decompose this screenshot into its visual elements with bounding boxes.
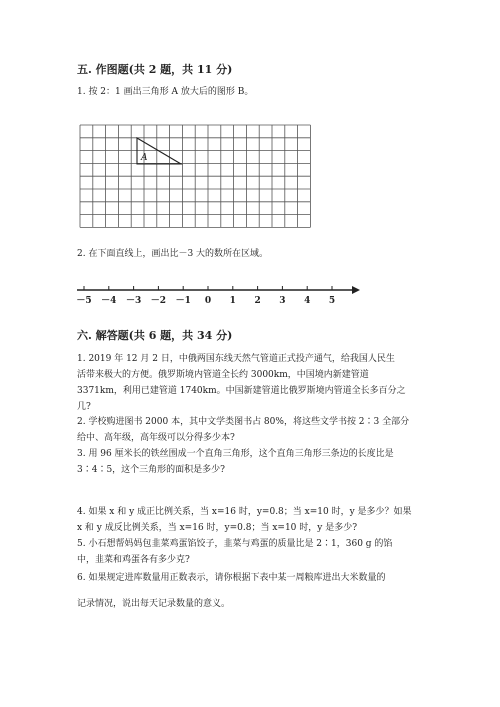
problem-3: 3. 用 96 厘米长的铁丝围成一个直角三角形，这个直角三角形三条边的长度比是 3∶4∶5，这个三角形的面积是多少? bbox=[77, 449, 394, 475]
triangle-label: A bbox=[141, 153, 148, 163]
problem-6-line-1: 6. 如果规定进库数量用正数表示，请你根据下表中某一周粮库进出大米数量的 bbox=[77, 573, 386, 583]
problem-1: 1. 2019 年 12 月 2 日，中俄两国东线天然气管道正式投产通气，给我国人民生 活带来极大的方便。俄罗斯境内管道全长约 3000km，中国境内新建管道 3371km，利用已建管道 1740km。中国新建管道比俄罗斯境内管道全长多百分之 几? bbox=[77, 354, 406, 412]
tick-label: 2 bbox=[254, 296, 261, 306]
problem-6-line-2: 记录情况，说出每天记录数量的意义。 bbox=[77, 599, 231, 609]
tick-label: 3 bbox=[279, 296, 286, 306]
tick-label: 5 bbox=[328, 296, 336, 306]
section5-title: 五. 作图题(共 2 题，共 11 分) bbox=[77, 63, 233, 76]
tick-label: －4 bbox=[101, 296, 117, 306]
question-2-text: 2. 在下面直线上，画出比－3 大的数所在区域。 bbox=[77, 249, 269, 259]
tick-label: －5 bbox=[76, 296, 92, 306]
question-1-text: 1. 按 2：1 画出三角形 A 放大后的图形 B。 bbox=[77, 87, 254, 97]
tick-label: 1 bbox=[229, 296, 236, 306]
tick-label: －3 bbox=[125, 296, 142, 306]
tick-label: 4 bbox=[304, 296, 311, 306]
problem-5: 5. 小石想帮妈妈包韭菜鸡蛋馅饺子，韭菜与鸡蛋的质量比是 2∶1，360 g 的馅 中，韭菜和鸡蛋各有多少克? bbox=[77, 539, 393, 565]
problem-2: 2. 学校购进图书 2000 本，其中文学类图书占 80%，将这些文学书按 2∶3 全部分 给中、高年级，高年级可以分得多少本? bbox=[77, 417, 410, 443]
arrow-head-icon bbox=[352, 286, 360, 294]
tick-label: 0 bbox=[204, 296, 212, 306]
tick-label: －2 bbox=[150, 296, 167, 306]
problem-4: 4. 如果 x 和 y 成正比例关系，当 x=16 时，y=0.8；当 x=10 时，y 是多少？如果 x 和 y 成反比例关系，当 x=16 时，y=0.8；当 x=10 时，y 是多少? bbox=[77, 507, 412, 533]
tick-label: －1 bbox=[175, 296, 191, 306]
section6-title: 六. 解答题(共 6 题，共 34 分) bbox=[77, 329, 233, 342]
